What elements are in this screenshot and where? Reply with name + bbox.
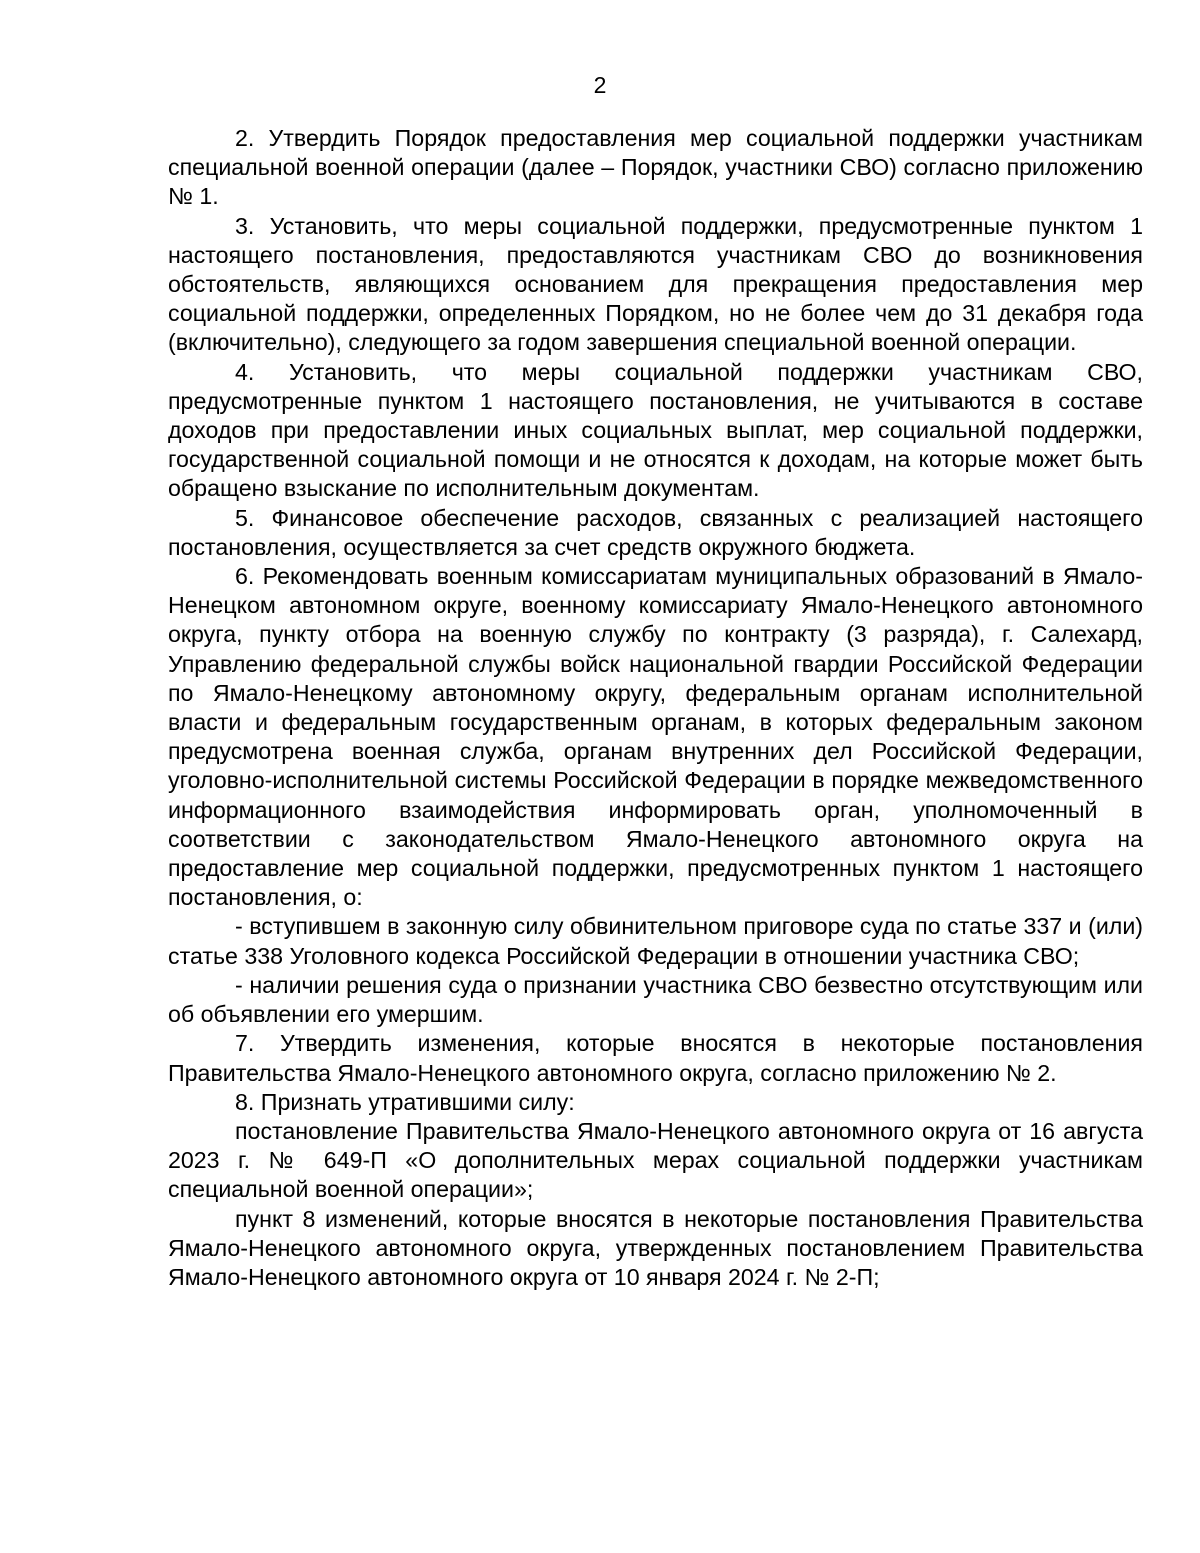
paragraph-subitem-missing: - наличии решения суда о признании участника СВО безвестно отсутствующим или об объявлении его умершим. — [168, 971, 1143, 1028]
paragraph-item-5: 5. Финансовое обеспечение расходов, связанных с реализацией настоящего постановления, осуществляется за счет средств окружного бюджета. — [168, 504, 1143, 560]
page-number: 2 — [593, 72, 607, 98]
paragraph-subitem-sentence: - вступившем в законную силу обвинительном приговоре суда по статье 337 и (или) статье 338 Уголовного кодекса Российской Федерации в отношении участника СВО; — [168, 913, 1143, 969]
paragraph-repealed-act-1: постановление Правительства Ямало-Ненецкого автономного округа от 16 августа 2023 г. № 649-П «О дополнительных мерах социальной поддержки участникам специальной военной операции»; — [168, 1117, 1143, 1203]
paragraph-item-6: 6. Рекомендовать военным комиссариатам муниципальных образований в Ямало-Ненецком автономном округе, военному комиссариату Ямало-Ненецкого автономного округа, пункту отбора на военную службу по контракту (3 разряда), г. Салехард, Управлению федеральной службы войск национальной гвардии Российской Федерации по Ямало-Ненецкому автономному округу, федеральным органам исполнительной власти и федеральным государственным органам, в которых федеральным законом предусмотрена военная служба, органам внутренних дел Российской Федерации, уголовно-исполнительной системы Российской Федерации в порядке межведомственного информационного взаимодействия информировать орган, уполномоченный в соответствии с законодательством Ямало-Ненецкого автономного округа на предоставление мер социальной поддержки, предусмотренных пунктом 1 настоящего постановления, о: — [168, 563, 1143, 911]
paragraph-item-7: 7. Утвердить изменения, которые вносятся в некоторые постановления Правительства Ямало-Ненецкого автономного округа, согласно приложению № 2. — [168, 1030, 1143, 1086]
paragraph-item-8: 8. Признать утратившими силу: — [235, 1088, 575, 1115]
paragraph-item-3: 3. Установить, что меры социальной поддержки, предусмотренные пунктом 1 настоящего постановления, предоставляются участникам СВО до возникновения обстоятельств, являющихся основанием для прекращения предоставления мер социальной поддержки, определенных Порядком, но не более чем до 31 декабря года (включительно), следующего за годом завершения специальной военной операции. — [168, 212, 1143, 356]
paragraph-item-2: 2. Утвердить Порядок предоставления мер социальной поддержки участникам специальной военной операции (далее – Порядок, участники СВО) согласно приложению № 1. — [168, 125, 1143, 210]
paragraph-repealed-act-2: пункт 8 изменений, которые вносятся в некоторые постановления Правительства Ямало-Ненецкого автономного округа, утвержденных постановлением Правительства Ямало-Ненецкого автономного округа от 10 января 2024 г. № 2-П; — [168, 1205, 1143, 1290]
paragraph-item-4: 4. Установить, что меры социальной поддержки участникам СВО, предусмотренные пунктом 1 настоящего постановления, не учитываются в составе доходов при предоставлении иных социальных выплат, мер социальной поддержки, государственной социальной помощи и не относятся к доходам, на которые может быть обращено взыскание по исполнительным документам. — [168, 358, 1143, 502]
document-body — [168, 124, 1143, 1292]
